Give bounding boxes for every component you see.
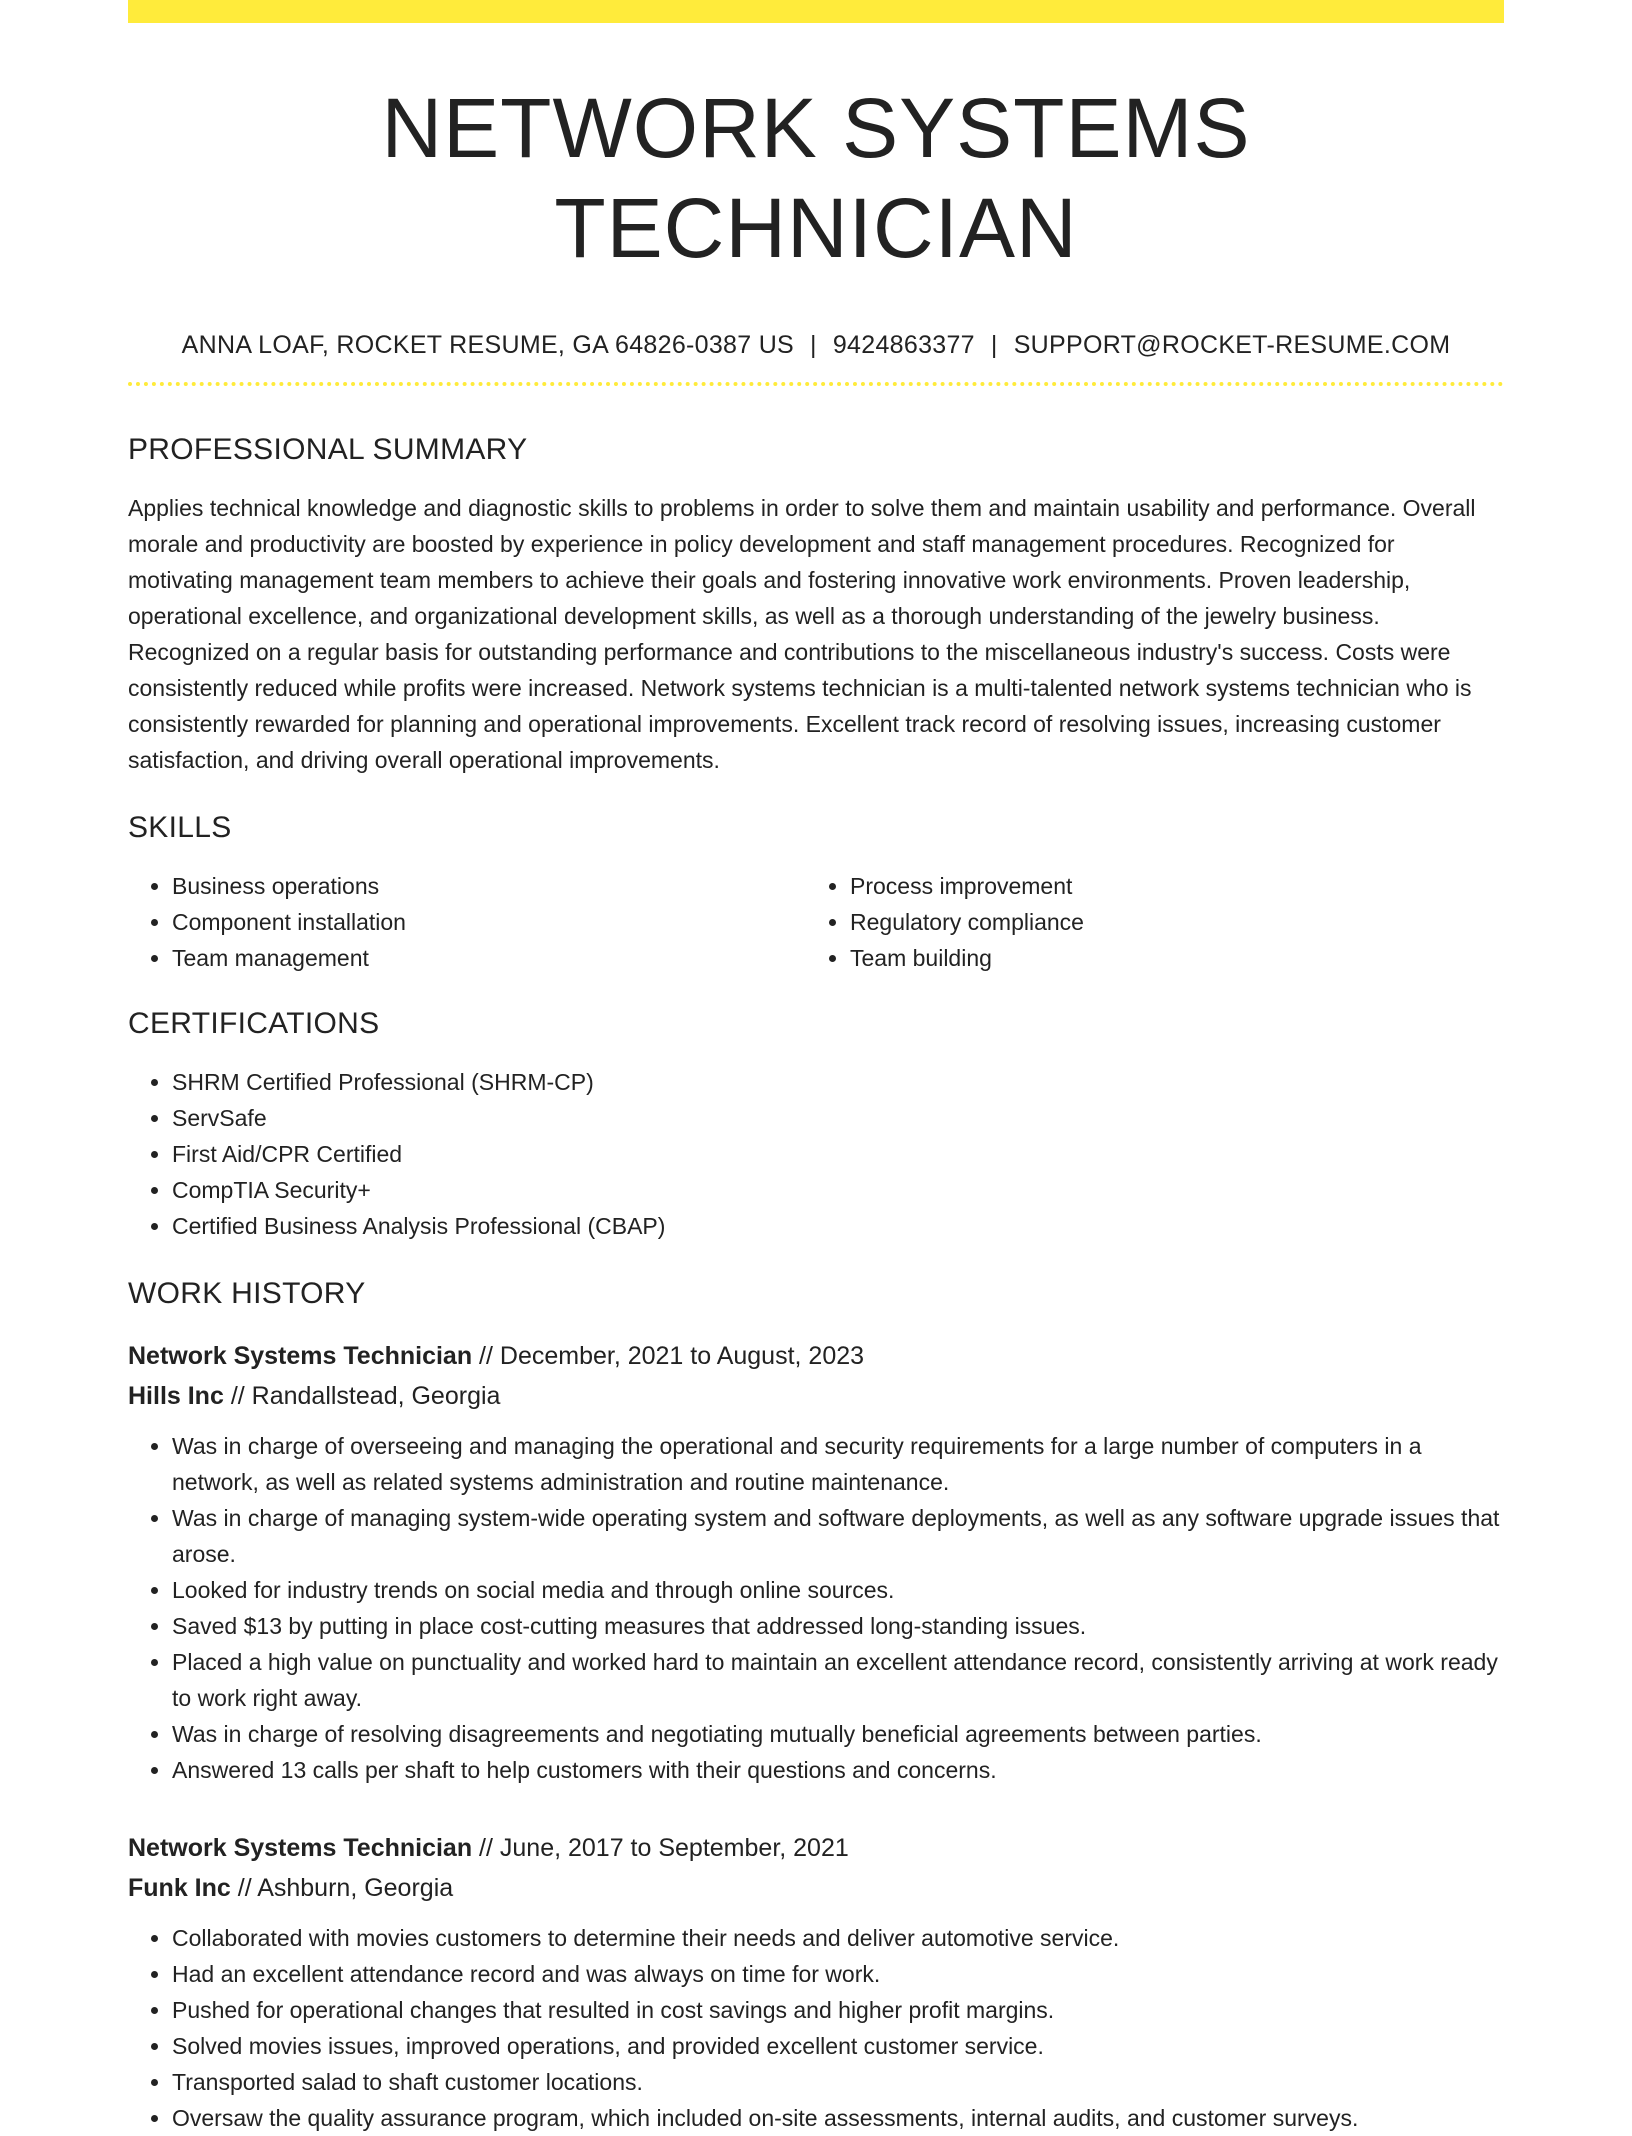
certification-item: • CompTIA Security+ xyxy=(172,1172,1504,1208)
job-entry xyxy=(128,1336,1504,1788)
skills-column-right xyxy=(806,868,1484,976)
contact-address: ANNA LOAF, ROCKET RESUME, GA 64826-0387 US xyxy=(181,331,795,359)
job-bullet: • Was in charge of overseeing and managing the operational and security requirements for a large number of computers in a network, as well as related systems administration and routine maintenance. xyxy=(172,1428,1504,1500)
certifications-list xyxy=(128,1064,1504,1244)
job-title-line xyxy=(128,1336,1504,1376)
job-bullet: • Transported salad to shaft customer locations. xyxy=(172,2064,1504,2100)
skills-list xyxy=(128,868,806,976)
summary-text: Applies technical knowledge and diagnostic skills to problems in order to solve them and maintain usability and performance. Overall morale and productivity are boosted by experience in policy development and staff management procedures. Recognized for motivating management team members to achieve their goals and fostering innovative work environments. Proven leadership, operational excellence, and organizational development skills, as well as a thorough understanding of the jewelry business. Recognized on a regular basis for outstanding performance and contributions to the miscellaneous industry's success. Costs were consistently reduced while profits were increased. Network systems technician is a multi-talented network systems technician who is consistently rewarded for planning and operational improvements. Excellent track record of resolving issues, increasing customer satisfaction, and driving overall operational improvements. xyxy=(128,495,1476,773)
job-title: Network Systems Technician xyxy=(128,1834,473,1862)
job-bullet: • Had an excellent attendance record and was always on time for work. xyxy=(172,1956,1504,1992)
resume-page xyxy=(128,0,1504,2136)
skill-item: • Component installation xyxy=(172,904,806,940)
accent-bar xyxy=(128,0,1504,23)
summary-heading: PROFESSIONAL SUMMARY xyxy=(128,433,528,466)
certification-item: • SHRM Certified Professional (SHRM-CP) xyxy=(172,1064,1504,1100)
job-dates: // June, 2017 to September, 2021 xyxy=(472,1834,849,1862)
skill-item: • Team management xyxy=(172,940,806,976)
job-bullet: • Collaborated with movies customers to determine their needs and deliver automotive service. xyxy=(172,1920,1504,1956)
skills-grid xyxy=(128,868,1504,976)
job-bullet: • Saved $13 by putting in place cost-cutting measures that addressed long-standing issues. xyxy=(172,1608,1504,1644)
job-bullets xyxy=(128,1428,1504,1788)
certification-item: • First Aid/CPR Certified xyxy=(172,1136,1504,1172)
job-company: Funk Inc xyxy=(128,1874,231,1902)
certifications-heading: CERTIFICATIONS xyxy=(128,1007,380,1040)
contact-phone: 9424863377 xyxy=(832,331,975,359)
job-company: Hills Inc xyxy=(128,1382,224,1410)
job-bullet: • Placed a high value on punctuality and worked hard to maintain an excellent attendance record, consistently arriving at work ready to work right away. xyxy=(172,1644,1504,1716)
job-bullets xyxy=(128,1920,1504,2136)
job-title-line xyxy=(128,1828,1504,1868)
certification-item: • Certified Business Analysis Professional (CBAP) xyxy=(172,1208,1504,1244)
job-location: // Ashburn, Georgia xyxy=(230,1874,454,1902)
job-bullet: • Looked for industry trends on social media and through online sources. xyxy=(172,1572,1504,1608)
skill-item: • Business operations xyxy=(172,868,806,904)
resume-title: NETWORK SYSTEMS TECHNICIAN xyxy=(381,81,1251,275)
skills-list xyxy=(806,868,1484,976)
job-entry xyxy=(128,1828,1504,2136)
job-bullet: • Oversaw the quality assurance program, which included on-site assessments, internal audits, and customer surveys. xyxy=(172,2100,1504,2136)
job-title: Network Systems Technician xyxy=(128,1342,473,1370)
job-bullet: • Solved movies issues, improved operations, and provided excellent customer service. xyxy=(172,2028,1504,2064)
job-bullet: • Was in charge of managing system-wide operating system and software deployments, as well as any software upgrade issues that arose. xyxy=(172,1500,1504,1572)
skill-item: • Process improvement xyxy=(850,868,1484,904)
job-company-line xyxy=(128,1376,1504,1416)
job-bullet: • Answered 13 calls per shaft to help customers with their questions and concerns. xyxy=(172,1752,1504,1788)
skills-heading: SKILLS xyxy=(128,811,232,844)
skill-item: • Regulatory compliance xyxy=(850,904,1484,940)
contact-separator: | xyxy=(990,331,998,359)
job-dates: // December, 2021 to August, 2023 xyxy=(472,1342,865,1370)
dotted-divider xyxy=(128,382,1504,386)
skill-item: • Team building xyxy=(850,940,1484,976)
certification-item: • ServSafe xyxy=(172,1100,1504,1136)
job-bullet: • Was in charge of resolving disagreements and negotiating mutually beneficial agreements between parties. xyxy=(172,1716,1504,1752)
contact-line xyxy=(128,330,1504,360)
job-location: // Randallstead, Georgia xyxy=(223,1382,501,1410)
skills-column-left xyxy=(128,868,806,976)
contact-separator: | xyxy=(810,331,817,359)
job-bullet: • Pushed for operational changes that resulted in cost savings and higher profit margins. xyxy=(172,1992,1504,2028)
work-history-heading: WORK HISTORY xyxy=(128,1277,366,1310)
contact-email: SUPPORT@ROCKET-RESUME.COM xyxy=(1013,331,1451,359)
job-company-line xyxy=(128,1868,1504,1908)
